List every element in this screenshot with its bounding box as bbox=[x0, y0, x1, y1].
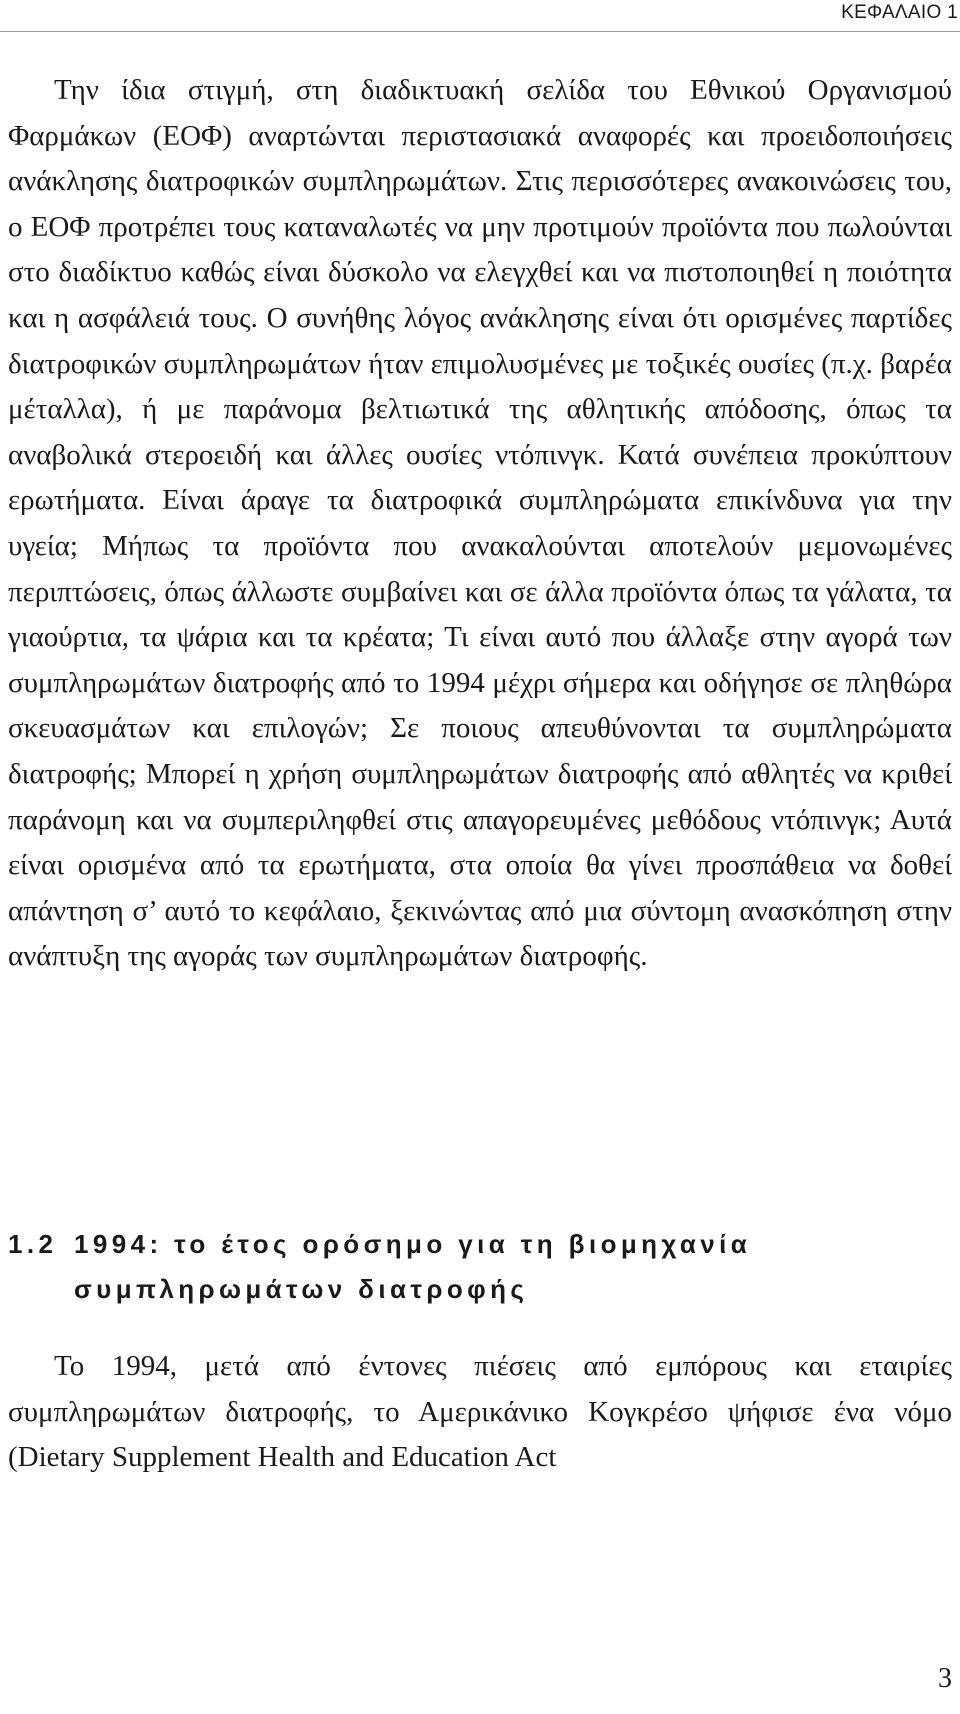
section-paragraph: Το 1994, μετά από έντονες πιέσεις από εμπόρους και εταιρίες συμπληρωμάτων διατροφής, το Αμερικάνικο Κογκρέσο ψήφισε ένα νόμο (Dietary Supplement Health and Education Act bbox=[8, 1350, 952, 1474]
section-title-line1: 1994: το έτος ορόσημο για τη βιομηχανία bbox=[74, 1229, 752, 1259]
chapter-label: ΚΕΦΑΛΑΙΟ 1 bbox=[841, 2, 958, 23]
intro-paragraph: Την ίδια στιγμή, στη διαδικτυακή σελίδα του Εθνικού Οργανισμού Φαρμάκων (ΕΟΦ) αναρτώνται περιστασιακά αναφορές και προειδοποιήσεις ανάκλησης διατροφικών συμπληρωμάτων. Στις περισσότερες ανακοινώσεις του, ο ΕΟΦ προτρέπει τους καταναλωτές να μην προτιμούν προϊόντα που πωλούνται στο διαδίκτυο καθώς είναι δύσκολο να ελεγχθεί και να πιστοποιηθεί η ποιότητα και η ασφάλειά τους. Ο συνήθης λόγος ανάκλησης είναι ότι ορισμένες παρτίδες διατροφικών συμπληρωμάτων ήταν επιμολυσμένες με τοξικές ουσίες (π.χ. βαρέα μέταλλα), ή με παράνομα βελτιωτικά της αθλητικής απόδοσης, όπως τα αναβολικά στεροειδή και άλλες ουσίες ντόπινγκ. Κατά συνέπεια προκύπτουν ερωτήματα. Είναι άραγε τα διατροφικά συμπληρώματα επικίνδυνα για την υγεία; Μήπως τα προϊόντα που ανακαλούνται αποτελούν μεμονωμένες περιπτώσεις, όπως άλλωστε συμβαίνει και σε άλλα προϊόντα όπως τα γάλατα, τα γιαούρτια, τα ψάρια και τα κρέατα; Τι είναι αυτό που άλλαξε στην αγορά των συμπληρωμάτων διατροφής από το 1994 μέχρι σήμερα και οδήγησε σε πληθώρα σκευασμάτων και επιλογών; Σε ποιους απευθύνονται τα συμπληρώματα διατροφής; Μπορεί η χρήση συμπληρωμάτων διατροφής από αθλητές να κριθεί παράνομη και να συμπεριληφθεί στις απαγορευμένες μεθόδους ντόπινγκ; Αυτά είναι ορισμένα από τα ερωτήματα, στα οποία θα γίνει προσπάθεια να δοθεί απάντηση σ’ αυτό το κεφάλαιο, ξεκινώντας από μια σύντομη ανασκόπηση στην ανάπτυξη της αγοράς των συμπληρωμάτων διατροφής. bbox=[8, 74, 952, 973]
running-header bbox=[0, 0, 960, 32]
section-number: 1.2 bbox=[8, 1229, 58, 1259]
section-heading bbox=[8, 1222, 751, 1312]
page-number: 3 bbox=[938, 1663, 952, 1694]
header-rule bbox=[0, 31, 960, 32]
section-title-line2: συμπληρωμάτων διατροφής bbox=[74, 1274, 529, 1304]
